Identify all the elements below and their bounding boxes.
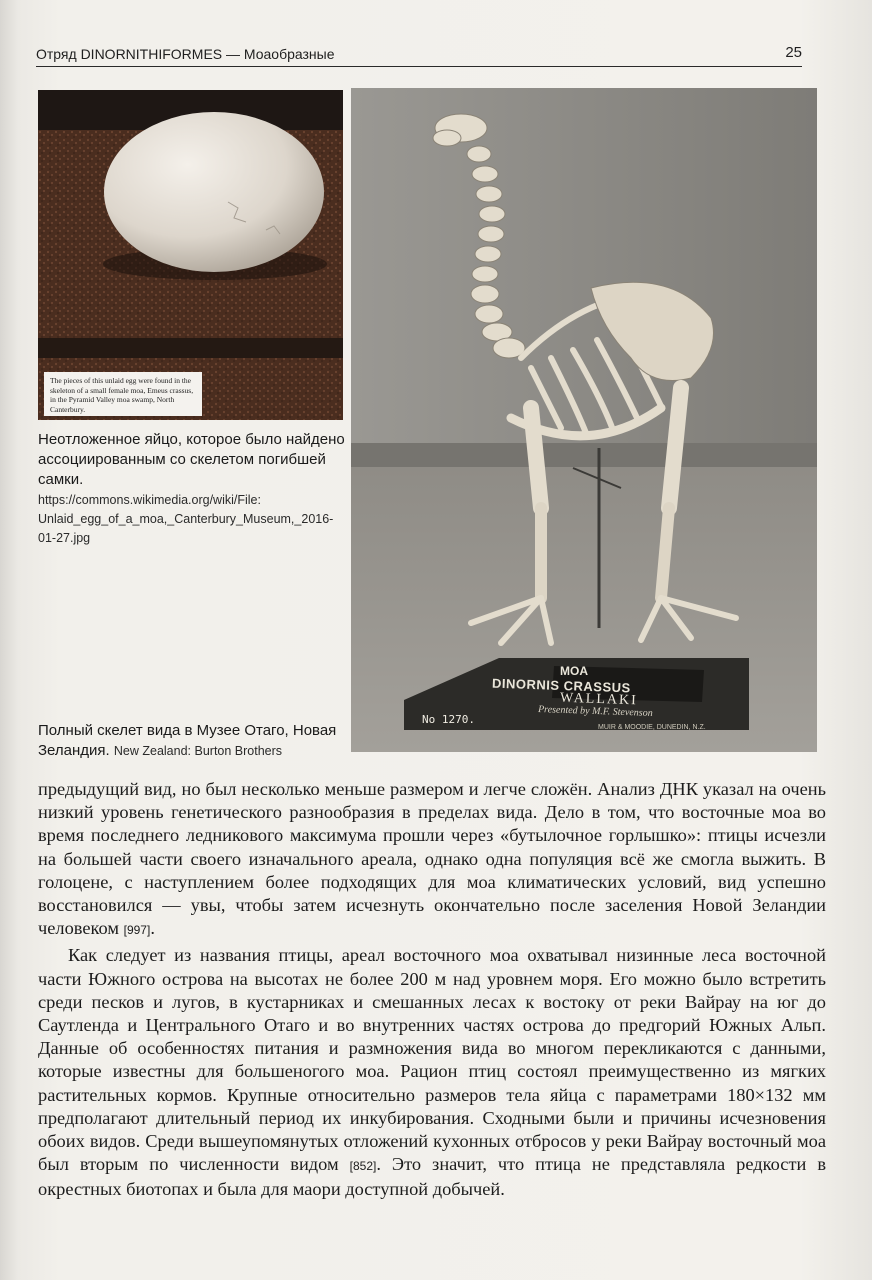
reference-852: [852] — [349, 1159, 377, 1174]
skeleton-photo — [351, 88, 817, 752]
skeleton-credit: New Zealand: Burton Brothers — [113, 744, 283, 758]
reference-997: [997] — [123, 923, 151, 938]
egg-illustration — [38, 90, 343, 420]
running-header — [36, 44, 802, 67]
skeleton-caption-text: Полный скелет вида в Музее Отаго, Новая Зеландия. — [38, 722, 337, 759]
running-title: Отряд DINORNITHIFORMES — Моаобразные — [36, 46, 335, 62]
moa-skeleton-illustration — [351, 88, 817, 752]
page-number: 25 — [785, 44, 802, 61]
egg-caption — [38, 430, 348, 548]
body-text — [38, 778, 826, 1202]
plate-presented: Presented by M.F. Stevenson — [537, 704, 653, 719]
paragraph-1: предыдущий вид, но был несколько меньше размером и легче сложён. Анализ ДНК указал на очень низкий уровень генетического разнообразия в пределах вида. Дело в том, что восточные моа во время последнего ледникового максимума прошли через «бутылочное горлышко»: птицы исчезли на большей части своего изначального ареала, однако одна популяция всё же смогла выжить. В голоцене, с наступлением более подходящих для моа климатических условий, вид успешно восстановился — увы, чтобы затем исчезнуть окончательно после заселения Новой Зеландии человеком [997]. — [38, 779, 826, 939]
egg-caption-text: Неотложенное яйцо, которое было найдено ассоциированным со скелетом погибшей самки. — [38, 431, 345, 488]
skeleton-caption — [38, 721, 348, 761]
egg-photo — [38, 90, 343, 420]
museum-label: The pieces of this unlaid egg were found in the skeleton of a small female moa, Emeus crassus, in the Pyramid Valley moa swamp, North Canterbury. — [44, 372, 202, 416]
paragraph-2: Как следует из названия птицы, ареал восточного моа охватывал низинные леса восточной части Южного острова на высотах не более 200 м над уровнем моря. Его можно было встретить среди песков и лугов, в кустарниках и смешанных лесах к востоку от реки Вайрау на юг до Саутленда и Центрального Отаго и во внутренних частях острова до предгорий Южных Альп. Данные об особенностях питания и размножения вида во многом перекликаются с данными, которые известны для большеногого моа. Рацион птиц состоял преимущественно из мягких растительных кормов. Крупные относительно размеров тела яйца с параметрами 180×132 мм предполагают длительный период их инкубирования. Сходными были и причины исчезновения обоих видов. Среди вышеупомянутых отложений кухонных отбросов у реки Вайрау восточный моа был вторым по численности видом [852]. Это значит, что птица не представляла редкости в окрестных биотопах и была для маори доступной добычей. — [38, 945, 827, 1200]
egg-source-url: https://commons.wikimedia.org/wiki/File: Unlaid_egg_of_a_moa,_Canterbury_Museum,_2016-01-27.jpg — [38, 493, 334, 545]
catalog-number: No 1270. — [422, 713, 475, 726]
plate-species: DINORNIS CRASSUS — [491, 675, 631, 696]
plate-title: MOA — [560, 664, 588, 678]
egg-shape — [104, 112, 324, 272]
plate-maker: MUIR & MOODIE, DUNEDIN, N.Z. — [598, 724, 706, 731]
plate-name: WALLAKI — [559, 690, 639, 709]
